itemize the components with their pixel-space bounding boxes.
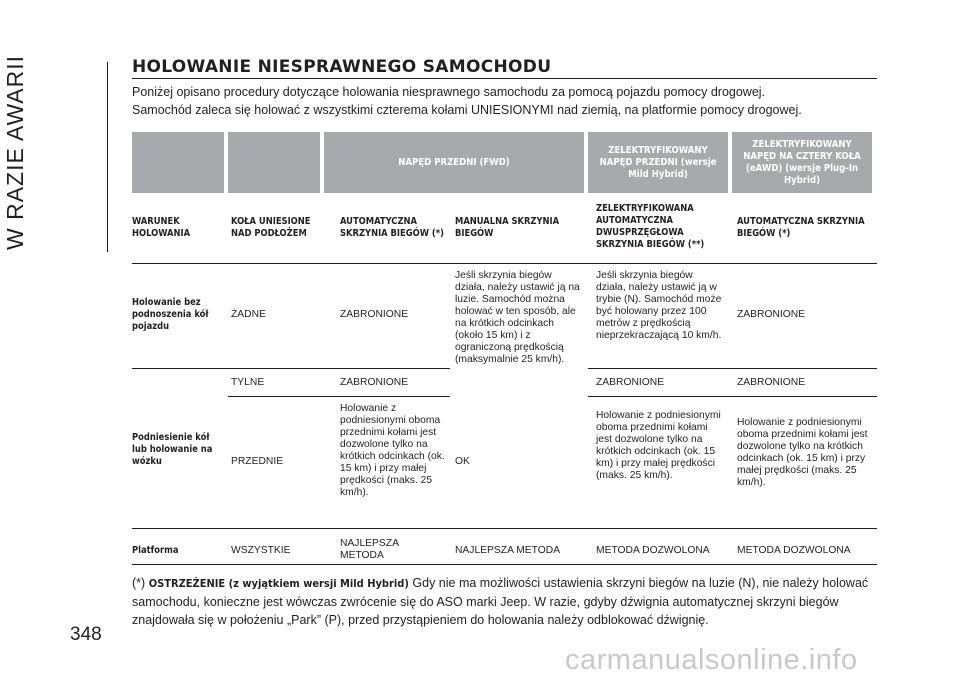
row1-auto: ZABRONIONE [340, 309, 409, 320]
section-label: W RAZIE AWARII [2, 54, 28, 250]
intro-line-2: Samochód zaleca się holować z wszystkimi czterema kołami UNIESIONYMI nad ziemią, na platformie pomocy drogowej. [132, 103, 802, 117]
footnote-text: Gdy nie ma możliwości ustawienia skrzyni biegów na luzie (N), nie należy holować samochodu, konieczne jest wówczas zwrócenie się do ASO marki Jeep. W razie, gdyby dźwignia automatycznej skrzyni biegów znajdowała się w położeniu „Park” (P), przed przystąpieniem do holowania należy odblokować dźwignię. [132, 576, 869, 627]
row3-wheels: WSZYSTKIE [231, 545, 291, 556]
row2-front-dct: Holowanie z podniesionymi oboma przednimi kołami jest dozwolone tylko na krótkich odcinkach (ok. 15 km) i przy małej prędkości (maks. 25 km/h). [596, 410, 721, 481]
row2-rear-wheels: TYLNE [231, 377, 265, 388]
row2-rear-dct: ZABRONIONE [596, 377, 665, 388]
col-header-plugin-auto: AUTOMATYCZNA SKRZYNIA BIEGÓW (*) [737, 216, 865, 239]
row1-wheels: ŻADNE [231, 309, 266, 320]
row2-front-plugin: Holowanie z podniesionymi oboma przednimi kołami jest dozwolone tylko na krótkich odcinkach (ok. 15 km) i przy małej prędkości (maks. 25 km/h). [737, 417, 868, 488]
header-plugin-hybrid: ZELEKTRYFIKOWANY NAPĘD NA CZTERY KOŁA (eAWD) (wersje Plug-In Hybrid) [732, 132, 872, 193]
col-header-manual: MANUALNA SKRZYNIA BIEGÓW [455, 216, 560, 239]
row1-condition: Holowanie bez podnoszenia kół pojazdu [132, 297, 209, 332]
header-fwd: NAPĘD PRZEDNI (FWD) [324, 132, 584, 193]
footnote [132, 574, 877, 629]
row3-plugin: METODA DOZWOLONA [737, 545, 851, 556]
header-blank-2 [228, 132, 320, 193]
row2-front-auto: Holowanie z podniesionymi oboma przednimi kołami jest dozwolone tylko na krótkich odcinkach (ok. 15 km) i przy małej prędkości (maks. 25 km/h). [340, 403, 445, 498]
header-blank-1 [132, 132, 224, 193]
row1-dct: Jeśli skrzynia biegów działa, należy ustawić ją w trybie (N). Samochód może być holowany przez 100 metrów z prędkością nieprzekraczającą 10 km/h. [596, 270, 722, 341]
row2-front-manual: OK [455, 456, 470, 467]
row1-rule-right [588, 368, 877, 369]
footnote-marker: (*) [132, 576, 146, 590]
page-title: HOLOWANIE NIESPRAWNEGO SAMOCHODU [132, 57, 552, 77]
row2-condition: Podniesienie kół lub holowanie na wózku [132, 432, 213, 467]
row3-condition: Platforma [132, 545, 179, 556]
rear-rule-right [588, 396, 877, 397]
row1-manual: Jeśli skrzynia biegów działa, należy ustawić ją na luzie. Samochód można holować w ten sposób, ale na krótkich odcinkach (około 15 km) i z ograniczoną prędkością (maksymalnie 25 km/h). [455, 270, 580, 365]
table-bottom-rule [132, 564, 877, 565]
col-header-wheels: KOŁA UNIESIONE NAD PODŁOŻEM [231, 216, 311, 239]
row1-plugin: ZABRONIONE [737, 309, 806, 320]
section-divider [107, 62, 108, 252]
row3-auto: NAJLEPSZA METODA [340, 538, 399, 561]
header-mild-hybrid: ZELEKTRYFIKOWANY NAPĘD PRZEDNI (wersje Mild Hybrid) [588, 132, 728, 193]
footnote-warning: OSTRZEŻENIE (z wyjątkiem wersji Mild Hybrid) [148, 577, 409, 590]
row2-rear-auto: ZABRONIONE [340, 377, 409, 388]
col-header-auto: AUTOMATYCZNA SKRZYNIA BIEGÓW (*) [340, 216, 444, 239]
title-rule [132, 78, 877, 79]
col-header-dct: ZELEKTRYFIKOWANA AUTOMATYCZNA DWUSPRZĘGŁOWA SKRZYNIA BIEGÓW (**) [596, 203, 705, 250]
rear-rule-left [228, 396, 450, 397]
row3-manual: NAJLEPSZA METODA [455, 545, 561, 556]
section-tab [62, 60, 112, 250]
row1-rule-left [132, 368, 450, 369]
intro-line-1: Poniżej opisano procedury dotyczące holowania niesprawnego samochodu za pomocą pojazdu pomocy drogowej. [132, 85, 766, 99]
header-rule [132, 263, 877, 264]
row2-rule [132, 528, 877, 529]
row2-rear-plugin: ZABRONIONE [737, 377, 806, 388]
intro-text [132, 83, 877, 119]
col-header-condition: WARUNEK HOLOWANIA [132, 216, 191, 239]
row3-dct: METODA DOZWOLONA [596, 545, 710, 556]
watermark: carmanualsonline.info [565, 644, 858, 676]
row2-front-wheels: PRZEDNIE [231, 456, 284, 467]
page-number: 348 [70, 624, 102, 645]
